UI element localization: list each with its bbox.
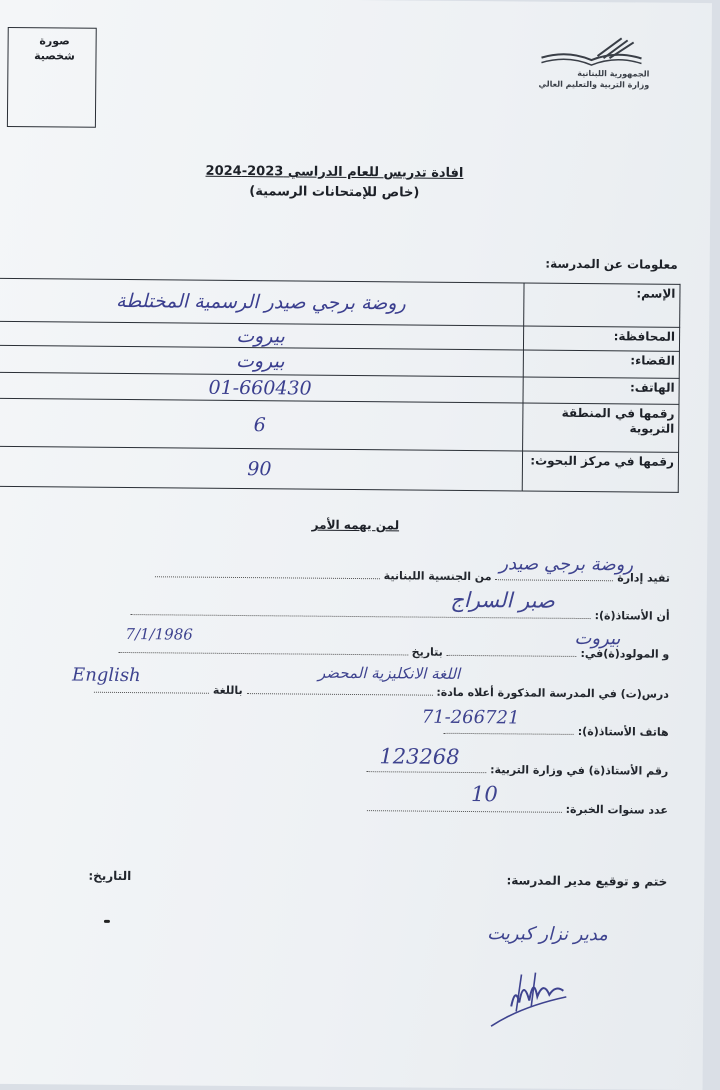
line-6-prefix: رقم الأستاذ(ة) في وزارة التربية: [490,763,669,778]
row-value: 90 [0,446,523,491]
to-whom-heading: لمن يهمه الأمر [311,517,400,533]
table-row [0,398,679,452]
line-4-mid: باللغة [212,683,243,698]
line-7-handwritten: 10 [470,782,498,807]
ministry-logo [537,36,650,91]
dotted-field [447,643,577,657]
row-label: القضاء: [523,350,679,378]
table-row [0,278,680,327]
line-6-handwritten: 123268 [379,744,460,769]
row-label: رقمها في المنطقة التربوية [523,403,679,452]
logo-republic-text: الجمهورية اللبنانية [577,68,650,79]
line-4-language: English [72,664,141,687]
title-line-2: (خاص للإمتحانات الرسمية) [249,184,420,201]
line-3-prefix: و المولود(ة)في: [580,646,670,661]
personal-photo-box [7,27,97,128]
line-2-prefix: أن الأستاذ(ة): [594,609,670,623]
principal-signature-icon [471,966,582,1037]
line-1-prefix: تفيد إدارة [617,571,671,585]
stamp-signature-label: ختم و توقيع مدير المدرسة: [506,873,668,889]
certificate-line-2 [131,602,670,623]
row-label: الإسم: [524,283,680,327]
row-value: بيروت [0,345,523,377]
line-3-date: 7/1/1986 [125,625,193,644]
row-value: بيروت [0,321,524,350]
principal-handwritten-name: مدير نزار كبريت [487,923,608,946]
dotted-field [155,564,380,579]
date-label: التاريخ: [88,868,132,884]
school-info-table [0,278,681,493]
open-book-logo-icon [537,36,645,69]
school-info-label: معلومات عن المدرسة: [545,256,678,272]
row-value: روضة برجي صيدر الرسمية المختلطة [0,278,524,326]
line-5-handwritten: 71-266721 [421,706,520,729]
line-1-mid: من الجنسية اللبنانية [383,569,492,584]
line-4-prefix: درس(ت) في المدرسة المذكورة أعلاه مادة: [436,685,670,701]
photo-box-label: صورة شخصية [34,34,75,63]
logo-ministry-text: وزارة التربية والتعليم العالي [538,79,650,90]
row-label: رقمها في مركز البحوث: [522,451,678,492]
dotted-field [247,681,433,696]
row-label: الهاتف: [523,377,679,404]
ink-mark [104,920,110,923]
line-7-prefix: عدد سنوات الخبرة: [565,802,668,817]
line-3-mid: بتاريخ [411,645,443,659]
table-row [0,446,679,492]
dotted-field [367,798,562,813]
row-value: 01-660430 [0,372,523,403]
certificate-line-7 [367,798,668,817]
title-line-1: افادة تدريس للعام الدراسي 2023-2024 [205,163,464,181]
row-label: المحافظة: [523,326,679,351]
certificate-line-4 [94,680,669,701]
line-1-handwritten: روضة برجي صيدر [499,553,634,576]
line-5-prefix: هاتف الأستاذ(ة): [577,724,669,739]
row-value: 6 [0,398,523,451]
document-title [198,162,470,204]
line-2-handwritten: صبر السراج [450,587,555,613]
line-4-handwritten: اللغة الانكليزية المحضر [317,663,461,683]
line-3-handwritten: بيروت [574,627,621,650]
